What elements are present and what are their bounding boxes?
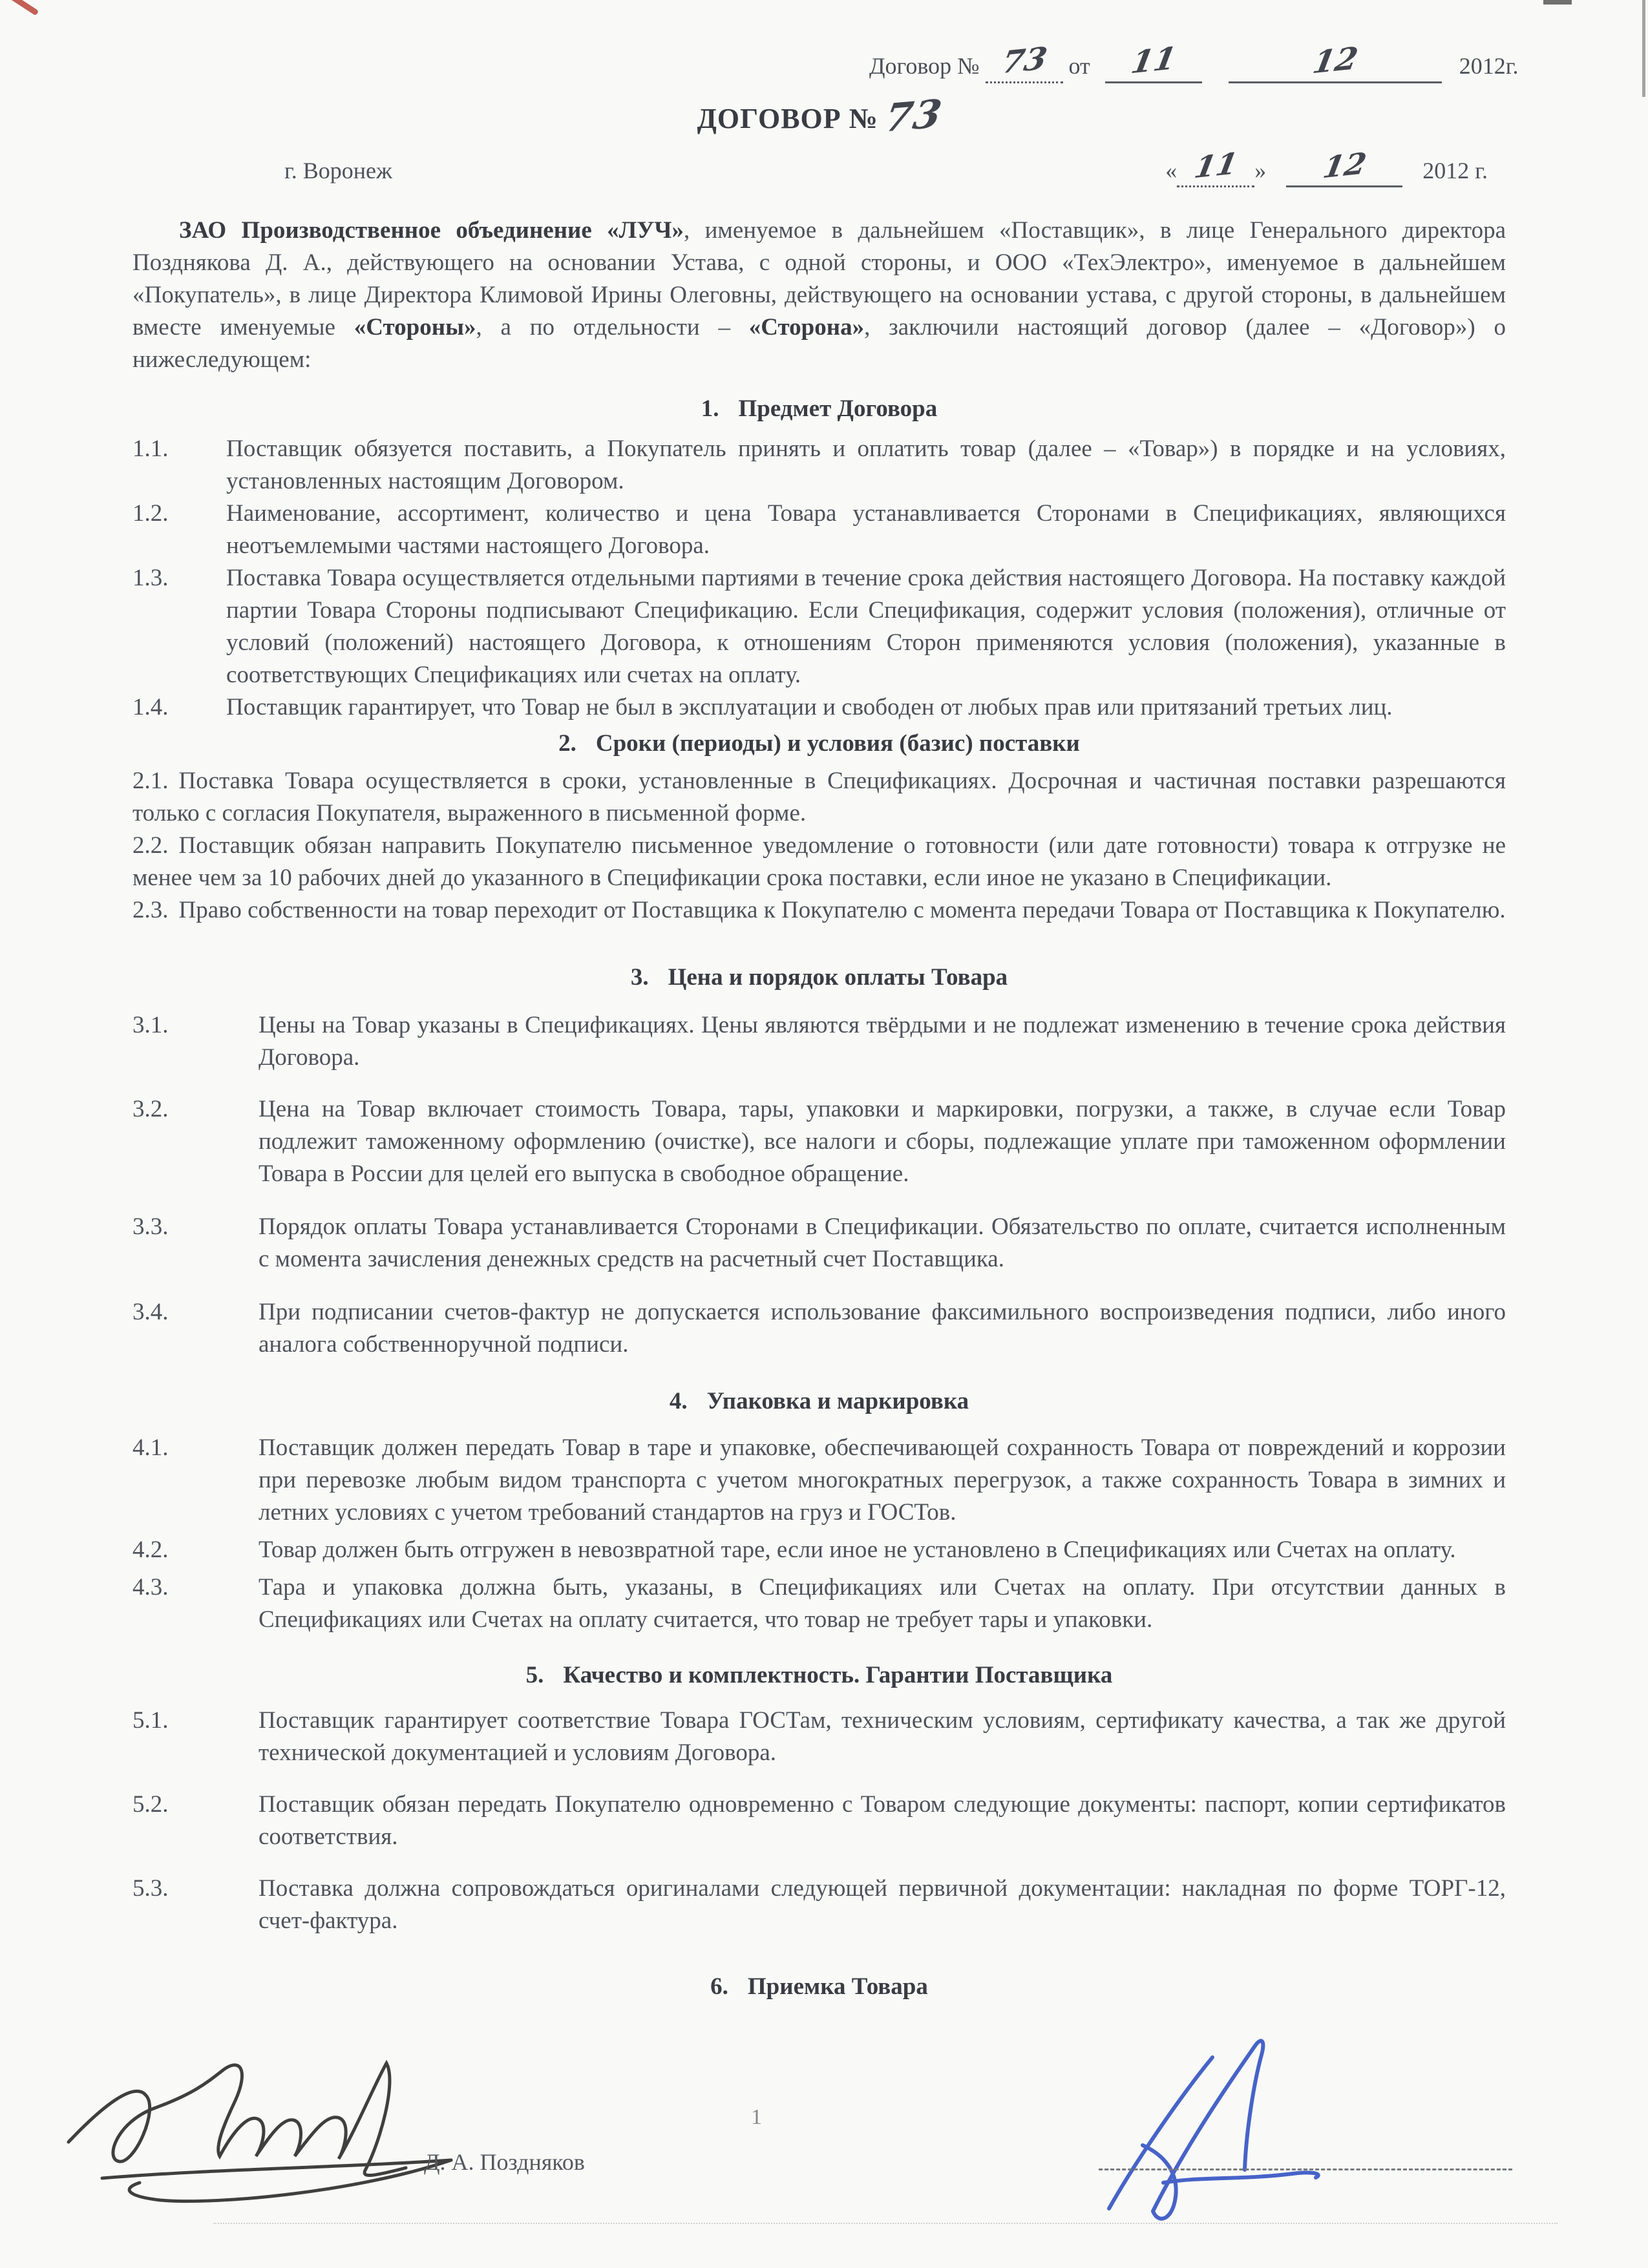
section-number: 6.	[710, 1973, 728, 2000]
date-day-blank	[1177, 145, 1254, 187]
clause-text: Поставщик должен передать Товар в таре и упаковке, обеспечивающей сохранность Товара от повреждений и коррозии при перевозке любым видом транспорта с учетом многократных перегрузок, а также сохранность Товара в зимних и летних условиях с учетом требований стандартов на груз и ГОСТов.	[259, 1434, 1506, 1526]
section-number: 5.	[525, 1662, 544, 1688]
parties-term: «Стороны»	[354, 314, 476, 341]
place-and-date-row	[132, 145, 1506, 187]
scan-artifact-edge-streak	[1642, 0, 1645, 97]
clause-number: 4.2.	[132, 1537, 169, 1563]
clause-5-1	[132, 1705, 1506, 1769]
clause-5-2	[132, 1789, 1506, 1853]
clause-text: При подписании счетов-фактур не допускается использование факсимильного воспроизведения подписи, либо иного аналога собственноручной подписи.	[259, 1299, 1506, 1358]
section-5-heading	[132, 1659, 1506, 1692]
handwritten-title-number: 73	[882, 91, 945, 142]
date-month-blank	[1286, 145, 1402, 187]
section-title: Приемка Товара	[747, 1973, 928, 2000]
preamble-paragraph	[132, 215, 1506, 376]
document-title	[132, 91, 1506, 142]
section-title: Сроки (периоды) и условия (базис) поставки	[595, 730, 1080, 757]
clause-text: Поставщик обязан направить Покупателю письменное уведомление о готовности (или дате готовности) товара к отгрузке не менее чем за 10 рабочих дней до указанного в Спецификации срока поставки, если иное не указано в Спецификации.	[132, 832, 1506, 891]
clause-number: 3.1.	[132, 1012, 169, 1038]
clause-text: Поставщик гарантирует, что Товар не был в эксплуатации и свободен от любых прав или притязаний третьих лиц.	[226, 694, 1393, 720]
preamble-text: , а по отдельности –	[476, 314, 749, 341]
clause-4-3	[132, 1571, 1506, 1636]
section-6-heading	[132, 1971, 1506, 2003]
section-title: Упаковка и маркировка	[706, 1388, 969, 1414]
clause-number: 5.3.	[132, 1875, 169, 1902]
section-number: 2.	[558, 730, 576, 757]
clause-number: 1.1.	[132, 436, 169, 462]
clause-number: 3.2.	[132, 1096, 169, 1122]
page-number: 1	[751, 2105, 762, 2129]
clause-text: Поставка должна сопровождаться оригиналами следующей первичной документации: накладная по форме ТОРГ-12, счет-фактура.	[259, 1875, 1506, 1934]
clause-4-1	[132, 1432, 1506, 1529]
section-title: Предмет Договора	[738, 395, 938, 422]
handwritten-date-day: 11	[1192, 145, 1241, 185]
clause-3-2	[132, 1093, 1506, 1190]
clause-2-1	[132, 765, 1506, 830]
header-from-label: от	[1068, 53, 1090, 79]
clause-4-2	[132, 1534, 1506, 1566]
date-fill-in	[1165, 145, 1488, 187]
open-quote: «	[1165, 158, 1178, 184]
clause-3-3	[132, 1211, 1506, 1276]
section-number: 1.	[701, 395, 719, 422]
clause-2-3	[132, 894, 1506, 927]
clause-1-1	[132, 433, 1506, 498]
clause-number: 5.1.	[132, 1707, 169, 1734]
clause-1-3	[132, 562, 1506, 691]
clause-1-2	[132, 498, 1506, 562]
clause-number: 2.1.	[132, 768, 169, 794]
header-label: Договор №	[869, 53, 980, 79]
scan-artifact-edge-dash	[1543, 0, 1572, 5]
section-2-heading	[132, 728, 1506, 760]
clause-5-3	[132, 1873, 1506, 1937]
signature-line	[1099, 2168, 1512, 2170]
clause-3-1	[132, 1009, 1506, 1074]
clause-text: Цены на Товар указаны в Спецификациях. Цены являются твёрдыми и не подлежат изменению в течение срока действия Договора.	[259, 1012, 1506, 1071]
clause-text: Поставщик обязан передать Покупателю одновременно с Товаром следующие документы: паспорт, копии сертификатов соответствия.	[259, 1791, 1506, 1850]
header-contract-line	[869, 40, 1519, 83]
section-number: 3.	[630, 964, 649, 991]
clause-text: Поставщик обязуется поставить, а Покупатель принять и оплатить товар (далее – «Товар») в порядке и на условиях, установленных настоящим Договором.	[226, 436, 1506, 494]
contract-number-blank	[986, 40, 1063, 83]
clause-text: Поставщик гарантирует соответствие Товара ГОСТам, техническим условиям, сертификату качества, а так же другой технической документацией и условиям Договора.	[259, 1707, 1506, 1766]
header-year: 2012г.	[1459, 53, 1519, 79]
section-4-heading	[132, 1385, 1506, 1418]
clause-text: Порядок оплаты Товара устанавливается Сторонами в Спецификации. Обязательство по оплате, считается исполненным с момента зачисления денежных средств на расчетный счет Поставщика.	[259, 1213, 1506, 1272]
supplier-company-name: ЗАО Производственное объединение «ЛУЧ»	[179, 217, 684, 244]
handwritten-month: 12	[1310, 40, 1361, 81]
section-3-heading	[132, 961, 1506, 994]
clause-number: 1.4.	[132, 694, 169, 720]
buyer-signature-block	[1060, 2035, 1551, 2229]
clause-number: 4.3.	[132, 1574, 169, 1601]
close-quote: »	[1254, 158, 1267, 184]
clause-text: Поставка Товара осуществляется отдельными партиями в течение срока действия настоящего Договора. На поставку каждой партии Товара Стороны подписывают Спецификацию. Если Спецификация, содержит условия (положения), отличные от условий (положений) настоящего Договора, к отношениям Сторон применяются условия (положения), указанные в соответствующих Спецификациях или счетах на оплату.	[226, 565, 1506, 688]
date-year: 2012 г.	[1422, 158, 1488, 184]
handwritten-date-month: 12	[1320, 145, 1369, 185]
handwritten-day: 11	[1128, 40, 1179, 81]
title-label: ДОГОВОР №	[697, 103, 878, 134]
clause-number: 1.3.	[132, 565, 169, 591]
clause-1-4	[132, 691, 1506, 724]
party-term: «Сторона»	[748, 314, 865, 341]
scan-artifact-bottom-line	[213, 2223, 1558, 2224]
handwritten-contract-number: 73	[998, 40, 1050, 81]
supplier-signatory-name: Д. А. Поздняков	[424, 2149, 585, 2175]
section-title: Цена и порядок оплаты Товара	[668, 964, 1008, 991]
city-label: г. Воронеж	[284, 158, 392, 184]
clause-text: Тара и упаковка должна быть, указаны, в Спецификациях или Счетах на оплату. При отсутствии данных в Спецификациях или Счетах на оплату считается, что товар не требует тары и упаковки.	[259, 1574, 1506, 1633]
clause-text: Наименование, ассортимент, количество и цена Товара устанавливается Сторонами в Спецификациях, являющихся неотъемлемыми частями настоящего Договора.	[226, 500, 1506, 559]
clause-text: Цена на Товар включает стоимость Товара, тары, упаковки и маркировки, погрузки, а также, в случае если Товар подлежит таможенному оформлению (очистке), все налоги и сборы, подлежащие уплате при таможенном оформлении Товара в России для целей его выпуска в свободное обращение.	[259, 1096, 1506, 1187]
supplier-signature-block	[57, 2045, 768, 2239]
clause-number: 4.1.	[132, 1434, 169, 1461]
pozdnyakov-signature-ink	[57, 2045, 470, 2213]
section-number: 4.	[669, 1388, 688, 1414]
clause-2-2	[132, 830, 1506, 894]
contract-month-blank	[1229, 40, 1442, 83]
clause-number: 1.2.	[132, 500, 169, 527]
section-1-heading	[132, 393, 1506, 425]
clause-text: Товар должен быть отгружен в невозвратной таре, если иное не установлено в Спецификациях или Счетах на оплату.	[259, 1537, 1456, 1563]
clause-number: 3.4.	[132, 1299, 169, 1325]
clause-number: 5.2.	[132, 1791, 169, 1818]
section-title: Качество и комплектность. Гарантии Поставщика	[563, 1662, 1113, 1688]
clause-3-4	[132, 1296, 1506, 1361]
contract-day-blank	[1105, 40, 1202, 83]
klimova-signature-ink-blue	[1086, 2035, 1422, 2229]
clause-number: 3.3.	[132, 1213, 169, 1240]
clause-text: Поставка Товара осуществляется в сроки, установленные в Спецификациях. Досрочная и частичная поставки разрешаются только с согласия Покупателя, выраженного в письменной форме.	[132, 768, 1506, 826]
clause-text: Право собственности на товар переходит от Поставщика к Покупателю с момента передачи Товара от Поставщика к Покупателю.	[178, 897, 1506, 923]
clause-number: 2.3.	[132, 897, 169, 923]
preamble-text: , заключили настоящий договор (далее – «Договор») о нижеследующем:	[132, 314, 1506, 373]
clause-number: 2.2.	[132, 832, 169, 859]
preamble-text: , именуемое в дальнейшем «Поставщик», в лице Генерального директора Позднякова Д. А., действующего на основании Устава, с одной стороны, и ООО «ТехЭлектро», именуемое в дальнейшем «Покупатель», в лице Директора Климовой Ирины Олеговны, действующего на основании устава, с другой стороны, в дальнейшем вместе именуемые	[132, 217, 1506, 341]
